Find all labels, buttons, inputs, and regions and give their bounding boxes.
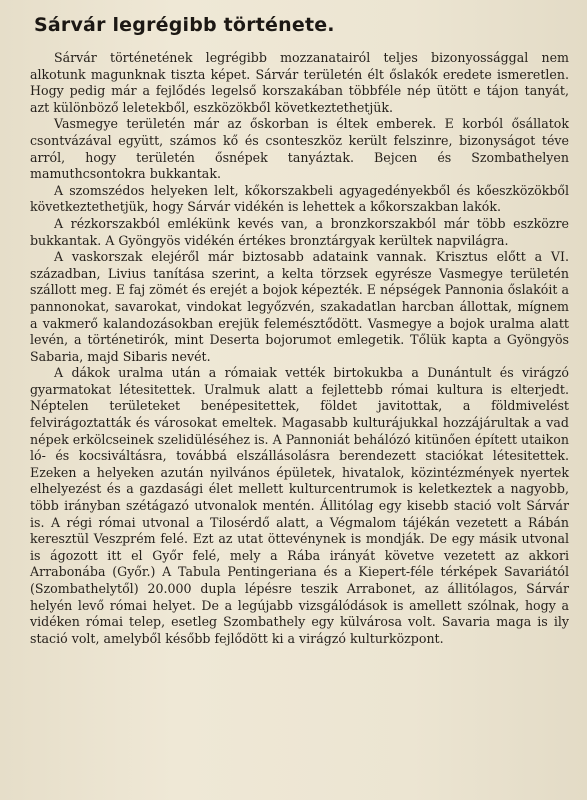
paragraph-6: A dákok uralma után a rómaiak vették birtokukba a Dunántult és virágzó gyarmatokat létesitettek. Uralmuk alatt a fejlettebb római kultura is elterjedt. Néptelen területeket benépesitettek, földet javitottak, a földmivelést felvirágoztatták és városokat emeltek. Magasabb kulturájukkal hozzájárultak a vad népek erkölcseinek szelidüléséhez is. A Pannoniát behálózó kitünően épített utaikon ló- és kocsiváltásra, továbbá elszállásolásra berendezett staciókat létesitettek. Ezeken a helyeken azután nyilvános épületek, hivatalok, közintézmények nyertek elhelyezést és a gazdasági élet mellett kulturcentrumok is keletkeztek a nagyobb, több irányban szétágazó utvonalok mentén. Állitólag egy kisebb stació volt Sárvár is. A régi római utvonal a Tilosérdő alatt, a Végmalom tájékán vezetett a Rábán keresztül Veszprém felé. Ezt az utat öttevénynek is mondják. De egy másik utvonal is ágozott itt el Győr felé, mely a Rába irányát követve vezetett az akkori Arrabonába (Győr.) A Tabula Pentingeriana és a Kiepert-féle térképek Savariától (Szombathelytől) 20.000 dupla lépésre teszik Arrabonet, az állitólagos, Sárvár helyén levő római helyet. De a legújabb vizsgálódások is amellett szólnak, hogy a vidéken római telep, esetleg Szombathely egy külvárosa volt. Savaria maga is ily stació volt, amelyből később fejlődött ki a virágzó kulturközpont. [30, 365, 569, 646]
paragraph-2: Vasmegye területén már az őskorban is éltek emberek. E korból ősállatok csontvázával együtt, számos kő és csonteszköz került felszinre, bizonyságot téve arról, hogy területén ősnépek tanyáztak. Bejcen és Szombathelyen mamuthcsontokra bukkantak. [30, 116, 569, 182]
paragraph-4: A rézkorszakból emlékünk kevés van, a bronzkorszakból már több eszközre bukkantak. A Gyöngyös vidékén értékes bronztárgyak kerültek napvilágra. [30, 215, 569, 248]
paragraph-5: A vaskorszak elejéről már biztosabb adataink vannak. Krisztus előtt a VI. században, Livius tanítása szerint, a kelta törzsek egyrésze Vasmegye területén szállott meg. E faj zömét és erejét a bojok képezték. E népségek Pannonia őslakóit a pannonokat, savarokat, vindokat legyőzvén, szakadatlan harcban állottak, mígnem a vakmerő kalandozásokban erejük felemésztődött. Vasmegye a bojok uralma alatt levén, a történetirók, mint Deserta bojorumot emlegetik. Tőlük kapta a Gyöngyös Sabaria, majd Sibaris nevét. [30, 249, 569, 364]
paragraph-3: A szomszédos helyeken lelt, kőkorszakbeli agyagedényekből és kőeszközökből következtethetjük, hogy Sárvár vidékén is lehettek a kőkorszakban lakók. [30, 182, 569, 215]
paragraph-1: Sárvár történetének legrégibb mozzanatairól teljes bizonyossággal nem alkotunk magunknak tiszta képet. Sárvár területén élt őslakók eredete ismeretlen. Hogy pedig már a fejlődés legelső korszakában többféle nép ütött e tájon tanyát, azt különböző leletekből, eszközökből következtethetjük. [30, 50, 569, 115]
page-title: Sárvár legrégibb története. [34, 14, 335, 36]
